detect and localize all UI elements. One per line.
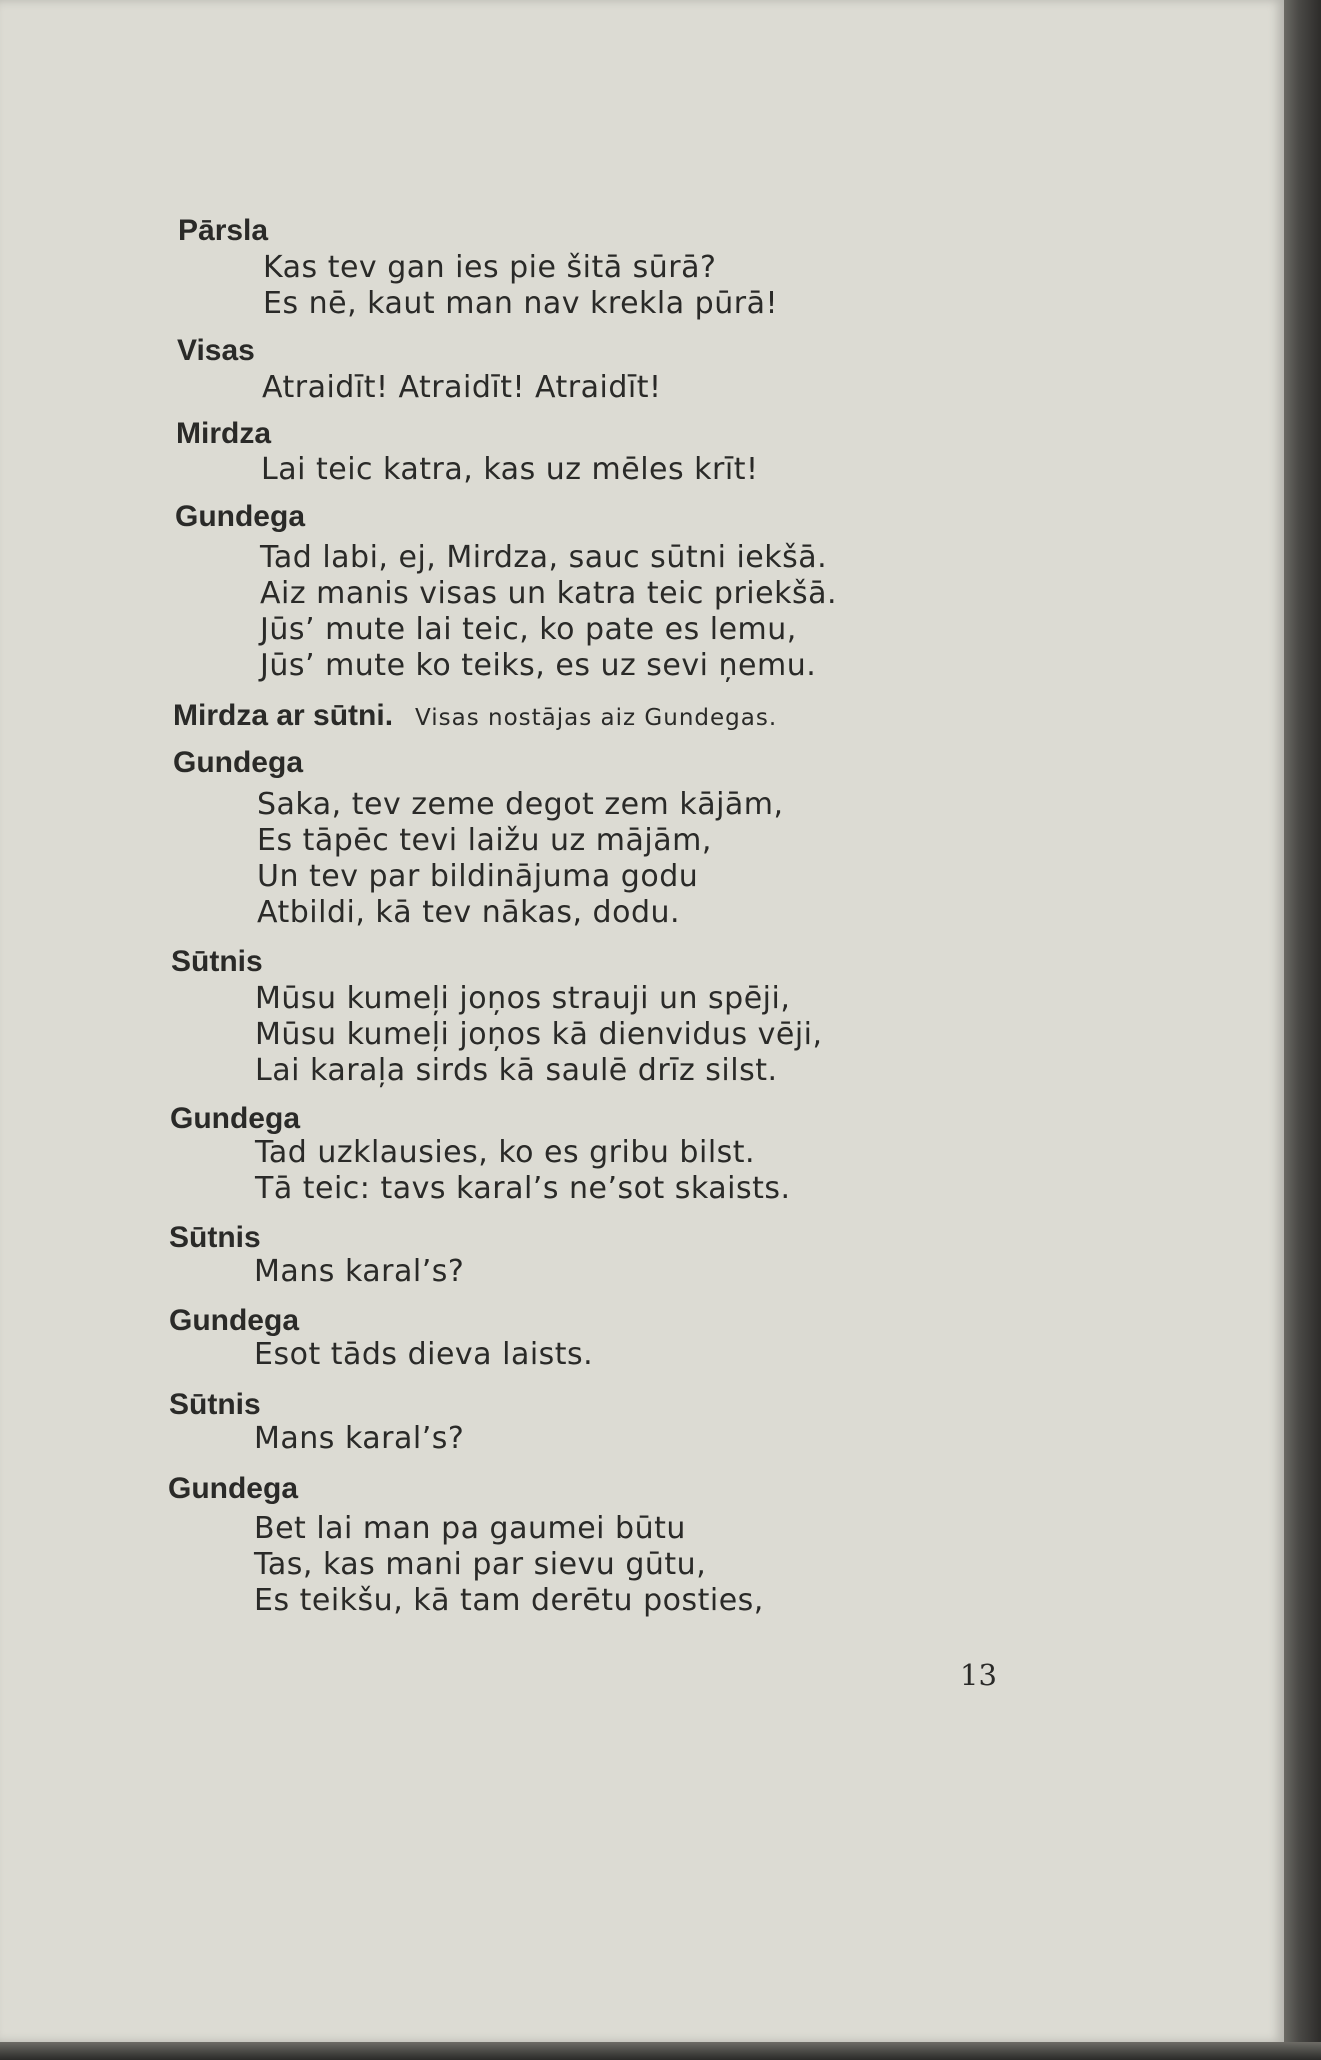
verse-line: Es tāpēc tevi laižu uz mājām, (257, 823, 712, 858)
page-bottom-edge (0, 2042, 1321, 2060)
verse-line: Bet lai man pa gaumei būtu (254, 1511, 686, 1546)
verse-line: Tad uzklausies, ko es gribu bilst. (255, 1135, 756, 1170)
verse-line: Kas tev gan ies pie šitā sūrā? (263, 250, 717, 285)
speaker-name: Gundega (173, 746, 304, 779)
speaker-name: Mirdza ar sūtni. (173, 699, 394, 732)
verse-line: Lai teic katra, kas uz mēles krīt! (261, 452, 759, 487)
verse-line: Es nē, kaut man nav krekla pūrā! (263, 286, 778, 321)
verse-line: Es teikšu, kā tam derētu posties, (254, 1583, 764, 1618)
speaker-name: Sūtnis (169, 1388, 261, 1421)
book-spine (1284, 0, 1321, 2060)
verse-line: Tad labi, ej, Mirdza, sauc sūtni iekšā. (260, 540, 828, 575)
verse-line: Tas, kas mani par sievu gūtu, (254, 1547, 707, 1582)
verse-line: Lai karaļa sirds kā saulē drīz silst. (255, 1053, 778, 1088)
speaker-name: Gundega (175, 500, 306, 533)
verse-line: Mans karal’s? (254, 1254, 465, 1289)
verse-line: Esot tāds dieva laists. (254, 1337, 594, 1372)
verse-line: Mūsu kumeļi joņos strauji un spēji, (255, 981, 791, 1016)
verse-line: Mūsu kumeļi joņos kā dienvidus vēji, (255, 1017, 823, 1052)
speaker-name: Visas (177, 334, 255, 367)
speaker-name: Mirdza (176, 417, 272, 450)
speaker-name: Gundega (168, 1472, 299, 1505)
verse-line: Jūs’ mute lai teic, ko pate es lemu, (260, 612, 797, 647)
verse-line: Mans karal’s? (254, 1421, 465, 1456)
verse-line: Aiz manis visas un katra teic priekšā. (260, 576, 838, 611)
verse-line: Tā teic: tavs karal’s ne’sot skaists. (255, 1171, 791, 1206)
page-number: 13 (960, 1658, 997, 1692)
verse-line: Un tev par bildinājuma godu (257, 859, 699, 894)
speaker-name: Sūtnis (171, 945, 263, 978)
speaker-name: Pārsla (178, 214, 269, 247)
speaker-name: Gundega (170, 1102, 301, 1135)
verse-line: Jūs’ mute ko teiks, es uz sevi ņemu. (260, 648, 817, 683)
stage-direction-line (173, 697, 777, 739)
stage-direction: Visas nostājas aiz Gundegas. (415, 705, 778, 731)
speaker-name: Gundega (169, 1304, 300, 1337)
speaker-name: Sūtnis (169, 1221, 261, 1254)
verse-line: Atraidīt! Atraidīt! Atraidīt! (262, 370, 662, 405)
verse-line: Atbildi, kā tev nākas, dodu. (257, 895, 681, 930)
verse-line: Saka, tev zeme degot zem kājām, (257, 787, 784, 822)
